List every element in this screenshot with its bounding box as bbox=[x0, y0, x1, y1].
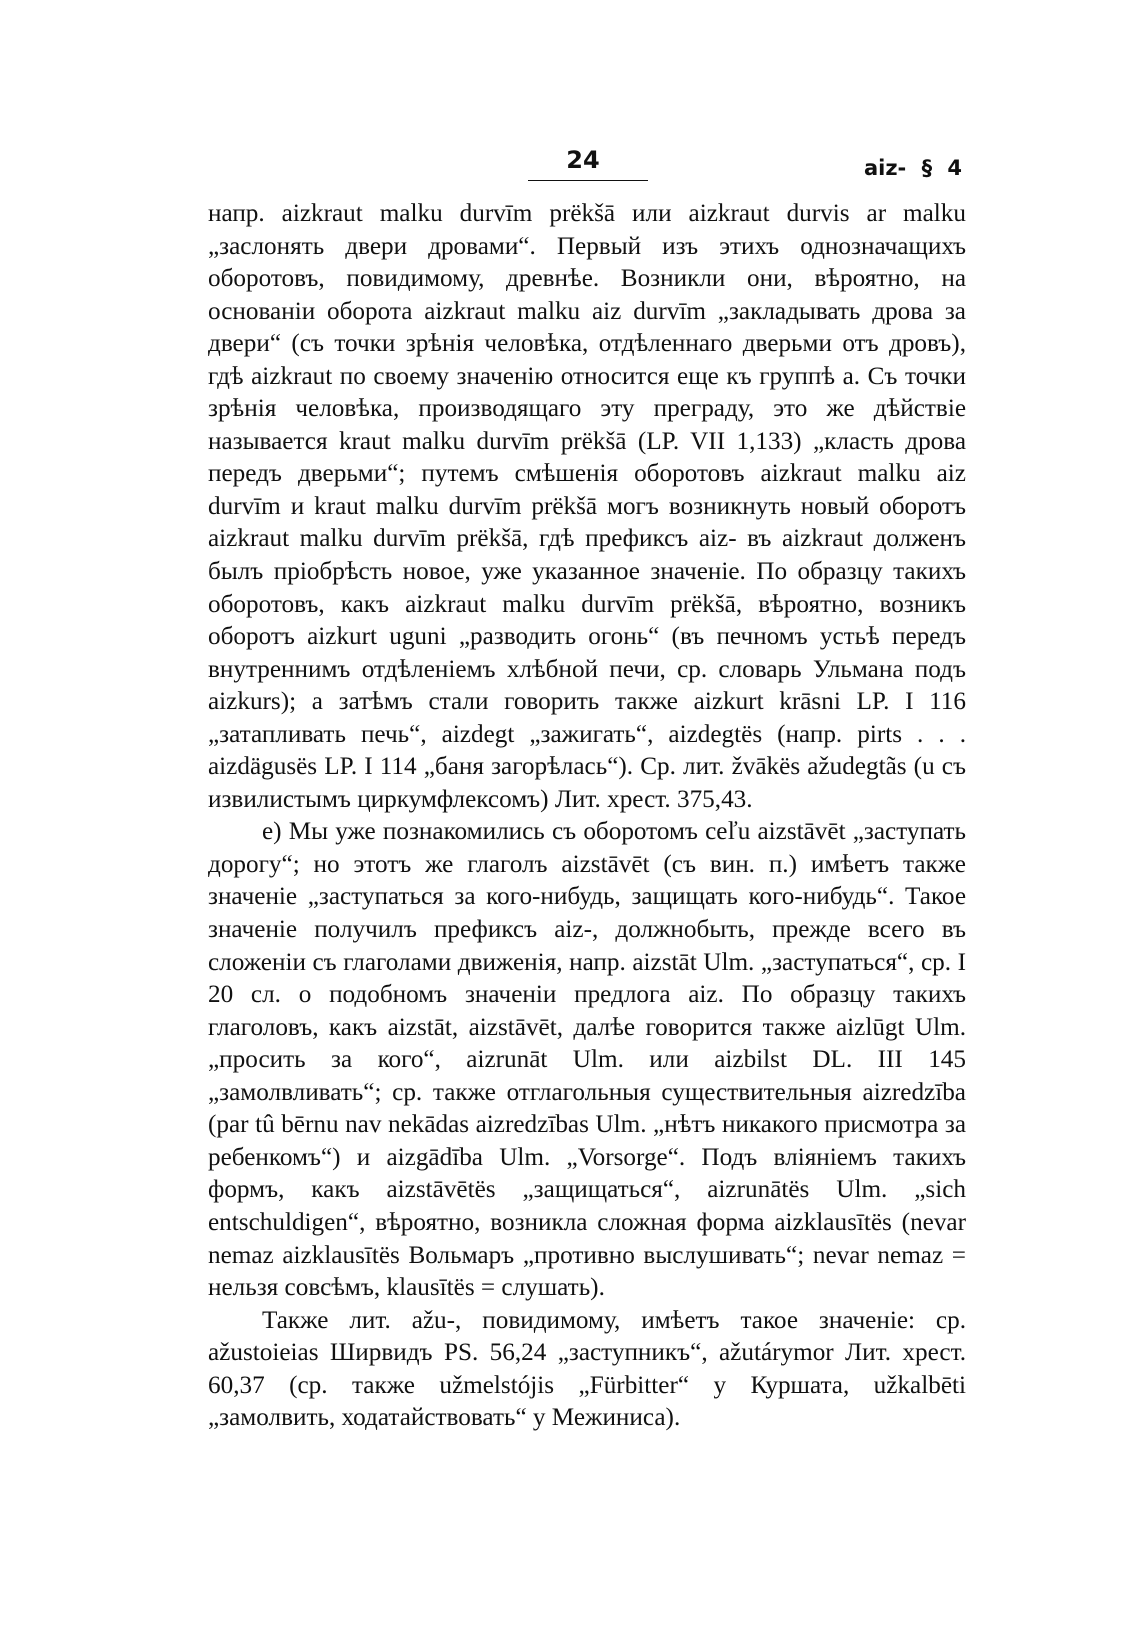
paragraph-2: e) Мы уже познакомились съ оборотомъ ceľu aizstāvēt „заступать дорогу“; но этотъ же глаголъ aizstāvēt (съ вин. п.) имѣетъ также значенiе „заступаться за кого-нибудь, защищать кого-нибудь“. Такое значенiе получилъ префиксъ aiz-, должнобыть, прежде всего въ сложенiи съ глаголами движенiя, напр. aizstāt Ulm. „заступаться“, ср. I 20 сл. о подобномъ значенiи предлога aiz. По образцу такихъ глаголовъ, какъ aizstāt, aizstāvēt, далѣе говорится также aizlūgt Ulm. „просить за кого“, aizrunāt Ulm. или aizbilst DL. III 145 „замолвливать“; ср. также отглагольныя существительныя aizredzība (par tû bērnu nav nekādas aizredzības Ulm. „нѣтъ никакого присмотра за ребенкомъ“) и aizgādība Ulm. „Vorsorge“. Подъ влiянiемъ такихъ формъ, какъ aizstāvētës „защищаться“, aizrunātës Ulm. „sich entschuldigen“, вѣроятно, возникла сложная форма aizklausītës (nevar nemaz aizklausītës Вольмаръ „противно выслушивать“; nevar nemaz = нельзя совсѣмъ, klausītës = слушать). bbox=[208, 818, 966, 1302]
page-number: 24 bbox=[566, 146, 600, 174]
page-header bbox=[0, 138, 1140, 188]
running-head: aiz- § 4 bbox=[863, 156, 962, 180]
body-text bbox=[208, 198, 966, 1435]
page-number-rule bbox=[528, 180, 648, 181]
paragraph-1: напр. aizkraut malku durvīm prëkšā или aizkraut durvis ar malku „заслонять двери дровами“. Первый изъ этихъ однозначащихъ оборотовъ, повидимому, древнѣе. Возникли они, вѣроятно, на основанiи оборота aizkraut malku aiz durvīm „закладывать дрова за двери“ (съ точки зрѣнiя человѣка, отдѣленнаго дверьми отъ дровъ), гдѣ aizkraut по своему значенiю относится еще къ группѣ a. Съ точки зрѣнiя человѣка, производящаго эту преграду, это же дѣйствiе называется kraut malku durvīm prëkšā (LP. VII 1,133) „класть дрова передъ дверьми“; путемъ смѣшенiя оборотовъ aizkraut malku aiz durvīm и kraut malku durvīm prëkšā могъ возникнуть новый оборотъ aizkraut malku durvīm prëkšā, гдѣ префиксъ aiz- въ aizkraut долженъ былъ прiобрѣсть новое, уже указанное значенiе. По образцу такихъ оборотовъ, какъ aizkraut malku durvīm prëkšā, вѣроятно, возникъ оборотъ aizkurt uguni „разводить огонь“ (въ печномъ устьѣ передъ внутреннимъ отдѣленiемъ хлѣбной печи, ср. словарь Ульмана подъ aizkurs); а затѣмъ стали говорить также aizkurt krāsni LP. I 116 „затапливать печь“, aizdegt „зажигать“, aizdegtës (напр. pirts . . . aizdägusës LP. I 114 „баня загорѣлась“). Ср. лит. žvākës ažudegtãs (u съ извилистымъ циркумфлексомъ) Лит. хрест. 375,43. bbox=[208, 200, 966, 813]
paragraph-3: Также лит. ažu-, повидимому, имѣетъ такое значенiе: ср. ažustoieias Ширвидъ PS. 56,24 „заступникъ“, ažutárymor Лит. хрест. 60,37 (ср. также užmelstójis „Fürbitter“ у Куршата, užkalbēti „замолвить, ходатайствовать“ у Межиниса). bbox=[208, 1306, 966, 1432]
